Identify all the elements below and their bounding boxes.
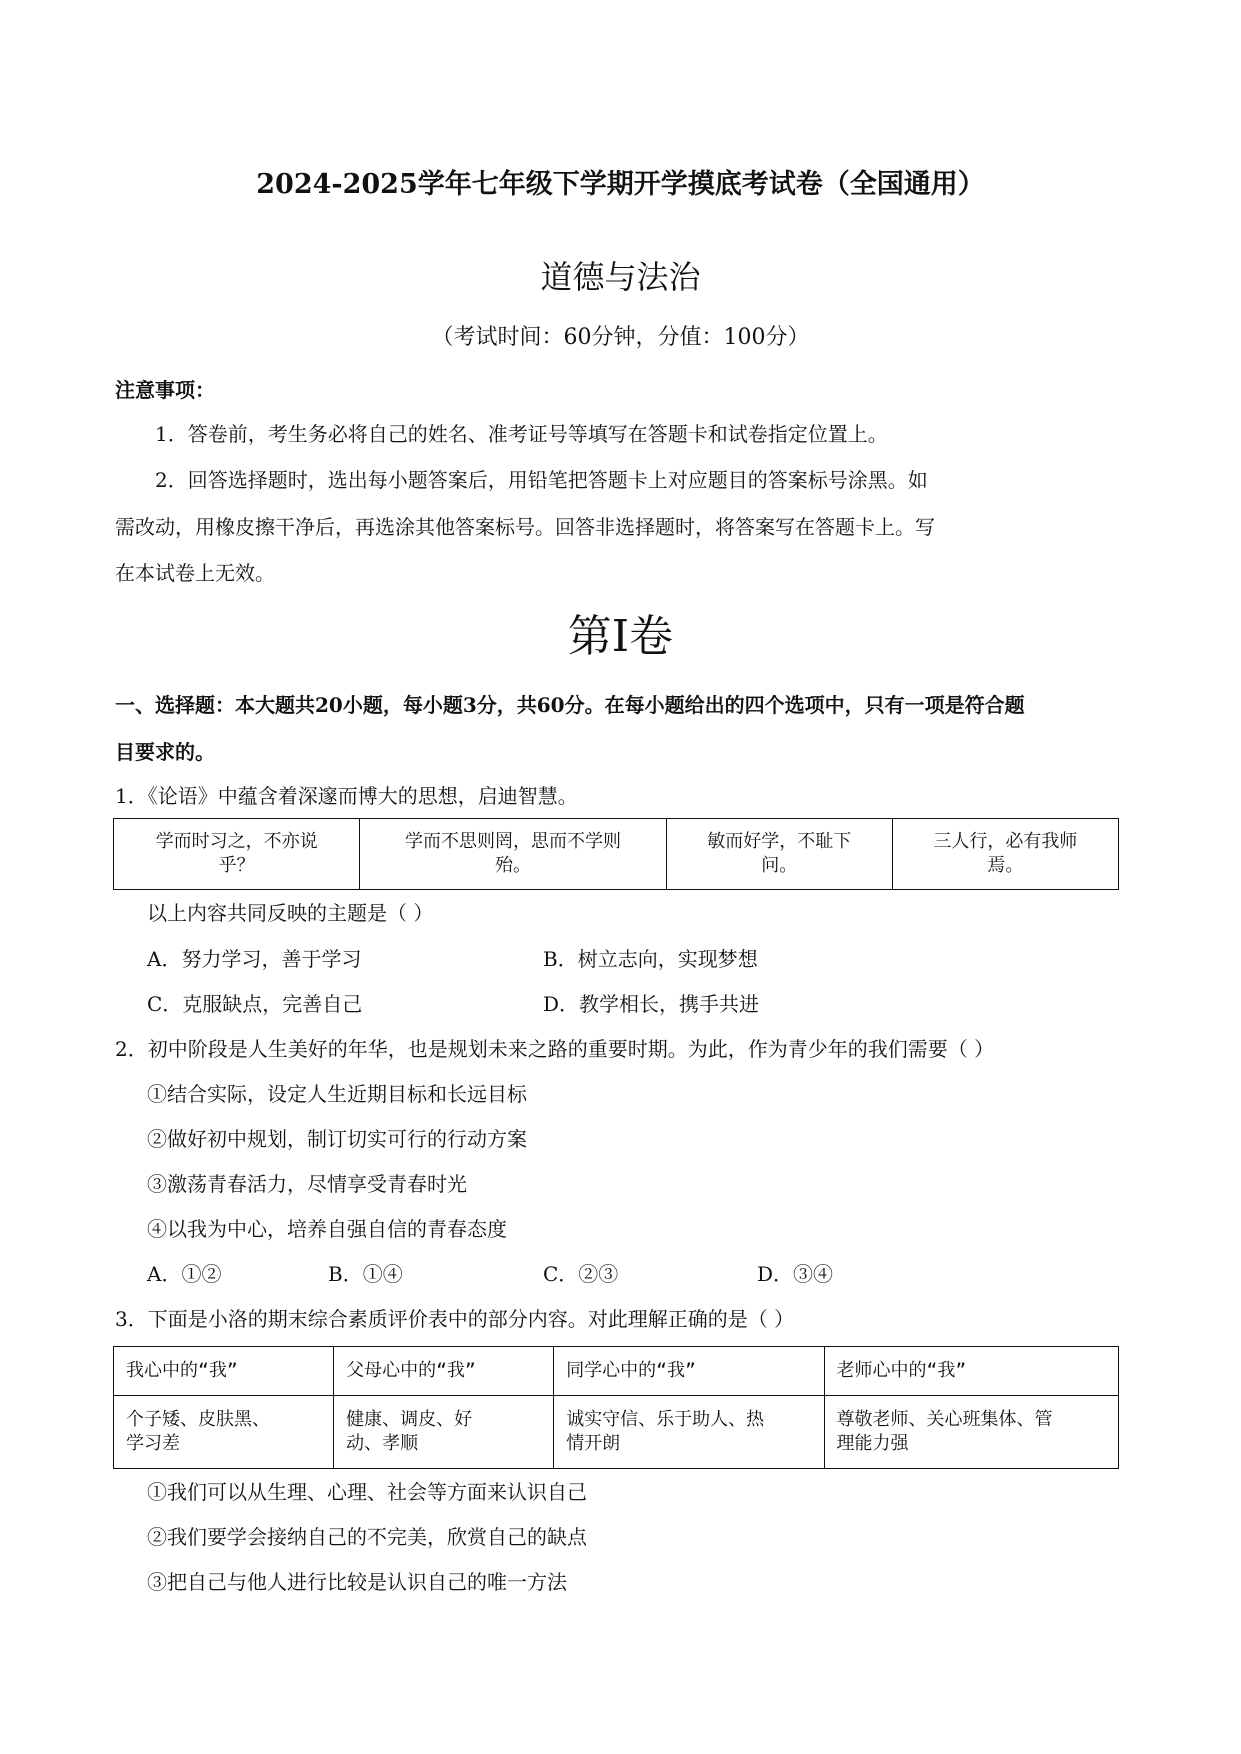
q2-option-a: A．①②: [147, 1262, 222, 1286]
table-row: [114, 819, 1119, 890]
cell-line: 个子矮、皮肤黑、: [126, 1409, 270, 1430]
notes-item-1: 1．答卷前，考生务必将自己的姓名、准考证号等填写在答题卡和试卷指定位置上。: [155, 422, 888, 446]
table-header-row: [114, 1347, 1119, 1396]
q2-item-2: ②做好初中规划，制订切实可行的行动方案: [147, 1127, 527, 1151]
table-cell: [824, 1396, 1118, 1469]
q2-option-b: B．①④: [328, 1262, 403, 1286]
q1-option-a: A．努力学习，善于学习: [147, 947, 362, 971]
cell-line: 问。: [761, 855, 798, 876]
cell-line: 三人行，必有我师: [933, 831, 1078, 852]
q1-prompt: 以上内容共同反映的主题是（ ）: [147, 901, 434, 925]
cell-line: 学而时习之，不亦说: [155, 831, 318, 852]
table-row: [114, 1396, 1119, 1469]
q3-item-2: ②我们要学会接纳自己的不完美，欣赏自己的缺点: [147, 1525, 587, 1549]
cell-line: 殆。: [494, 855, 531, 876]
q1-option-d: D．教学相长，携手共进: [543, 992, 760, 1016]
cell-line: 学习差: [126, 1433, 180, 1454]
cell-line: 焉。: [987, 855, 1024, 876]
cell-line: 尊敬老师、关心班集体、管: [836, 1409, 1053, 1430]
notes-item-2-line-1: 2．回答选择题时，选出每小题答案后，用铅笔把答题卡上对应题目的答案标号涂黑。如: [155, 468, 928, 492]
cell-line: 动、孝顺: [346, 1433, 419, 1454]
notes-item-2-line-2: 需改动，用橡皮擦干净后，再选涂其他答案标号。回答非选择题时，将答案写在答题卡上。写: [115, 515, 935, 539]
q1-option-b: B．树立志向，实现梦想: [543, 947, 758, 971]
section-heading-line-2: 目要求的。: [115, 740, 215, 764]
cell-line: 理能力强: [836, 1433, 909, 1454]
cell-line: 乎？: [218, 855, 255, 876]
q3-stem: 3．下面是小洛的期末综合素质评价表中的部分内容。对此理解正确的是（ ）: [115, 1307, 795, 1331]
table-cell: [892, 819, 1118, 890]
section-heading-line-1: 一、选择题：本大题共20小题，每小题3分，共60分。在每小题给出的四个选项中，只有一项是符合题: [115, 693, 1025, 717]
q2-item-3: ③激荡青春活力，尽情享受青春时光: [147, 1172, 467, 1196]
q1-stem: 1．《论语》中蕴含着深邃而博大的思想，启迪智慧。: [115, 784, 578, 808]
q3-evaluation-table: [113, 1346, 1119, 1469]
table-header-cell: 父母心中的“我”: [334, 1347, 554, 1396]
part-title: 第Ⅰ卷: [567, 611, 674, 662]
cell-line: 敏而好学，不耻下: [707, 831, 852, 852]
q3-item-3: ③把自己与他人进行比较是认识自己的唯一方法: [147, 1570, 567, 1594]
exam-info: （考试时间：60分钟，分值：100分）: [431, 325, 810, 350]
table-cell: [114, 1396, 334, 1469]
table-header-cell: 我心中的“我”: [114, 1347, 334, 1396]
table-cell: [666, 819, 892, 890]
exam-title: 2024-2025学年七年级下学期开学摸底考试卷（全国通用）: [256, 169, 985, 200]
q2-stem: 2．初中阶段是人生美好的年华，也是规划未来之路的重要时期。为此，作为青少年的我们需要（ ）: [115, 1037, 995, 1061]
cell-line: 健康、调皮、好: [346, 1409, 473, 1430]
table-header-cell: 老师心中的“我”: [824, 1347, 1118, 1396]
cell-line: 学而不思则罔，思而不学则: [404, 831, 621, 852]
table-cell: [554, 1396, 824, 1469]
notes-heading: 注意事项：: [115, 378, 215, 402]
subject-title: 道德与法治: [540, 258, 701, 296]
q2-option-d: D．③④: [757, 1262, 834, 1286]
notes-item-2-line-3: 在本试卷上无效。: [115, 561, 275, 585]
q2-item-1: ①结合实际，设定人生近期目标和长远目标: [147, 1082, 527, 1106]
table-cell: [114, 819, 360, 890]
q1-option-c: C．克服缺点，完善自己: [147, 992, 363, 1016]
table-cell: [334, 1396, 554, 1469]
q1-quote-table: [113, 818, 1119, 890]
table-cell: [360, 819, 667, 890]
q2-option-c: C．②③: [543, 1262, 619, 1286]
table-header-cell: 同学心中的“我”: [554, 1347, 824, 1396]
q2-item-4: ④以我为中心，培养自强自信的青春态度: [147, 1217, 507, 1241]
q3-item-1: ①我们可以从生理、心理、社会等方面来认识自己: [147, 1480, 587, 1504]
cell-line: 诚实守信、乐于助人、热: [566, 1409, 765, 1430]
cell-line: 情开朗: [566, 1433, 621, 1454]
